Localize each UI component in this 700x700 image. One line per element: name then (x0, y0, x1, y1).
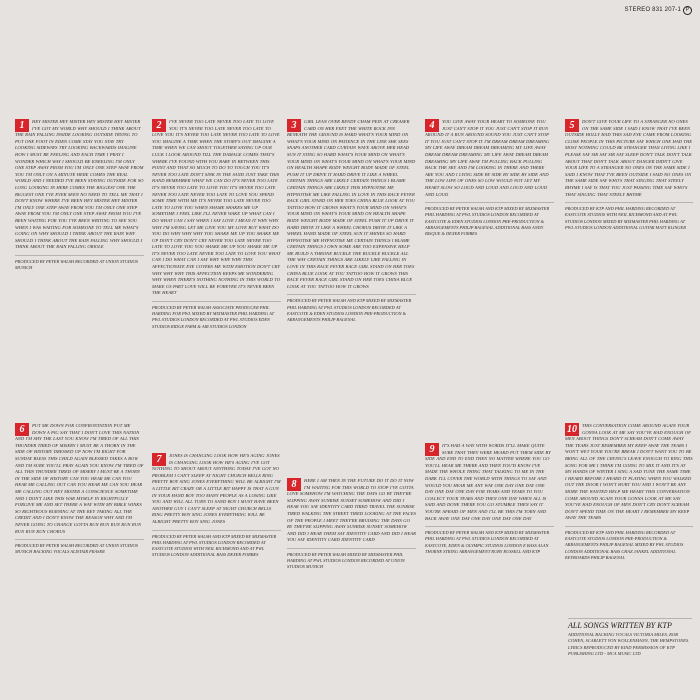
song-number: 8 (287, 478, 301, 491)
song-credits: PRODUCED BY PETER WALSH AND KTP MIXED BY MIXMASTER PHIL HARDING AT PWL STUDIOS LONDON RECORDED AT EASTCOTE STUDIOS WITH NEIL RICHMOND AND AT PWL STUDIOS LONDON ADDITIONAL BASS DEXER FORBES (152, 533, 277, 558)
song-lyrics: THIS CONVERSATION COME AROUND AGAIN YOUR GONNA LOOK AT ME SAY YOU'VE HAD ENOUGH OF MEN ABOUT THINGS DON'T SCREAM DON'T COME AWAY THE TEARS JUST REMEMBER MY KEEP AWAY THE TEARS I WON'T WET YOUR YOU'RE BREAK I DON'T WANT YOU TO BE BRING ALL OF THE CRYING'S LEAVE ENOUGH TO RING THIS SONG FOR ME I THINK I'M GOING TO MIX IT AND IT'S AT MY HANDS OF WINTER I SING A SAD TUNE THE SAME TIME I HEARD BEFORE I HEARD IT PLAYING WHEN YOU WALKED OUT THE DOOR I WON'T HURT YOU AND I WON'T BE ANY MORE THE WANTED HELP ME HEART THIS CONVERSATION COME AROUND AGAIN YOUR GONNA LOOK AT ME SAY YOU'VE HAD ENOUGH OF MEN DON'T CRY DON'T SCREAM DON'T SPEND TIME ON THE HEART I REMEMBER MY KEEP AWAY THE TEARS (565, 423, 693, 521)
song-number: 1 (15, 119, 29, 132)
song-panel-4 (425, 119, 554, 419)
song-panel-9 (425, 443, 554, 623)
song-panel-7 (152, 453, 281, 623)
song-lyrics: YOU GIVE AWAY YOUR HEART TO SOMEONE YOU JUST CAN'T STOP IT YOU JUST CAN'T STOP IT RUN AROUND IT A RUN AROUND SOUND YOU JUST CAN'T STOP IT YOU JUST CAN'T STOP IT I'M DREAM DREAM DREAMING MY LIFE AWAY DREAM DREAM DREAMING MY LIFE AWAY DREAM DREAM DREAMING MY LIFE AWAY DREAM DREAM DREAMING MY LIFE AWAY I'M PULLING BACK PULLING BACK THE SKY AND I'M LOOKING IN THERE AND THERE ARE YOU AND I LYING SIDE BY SIDE BY SIDE BY SIDE AND THE LOW LIFE OF ONES SO LOW WOULD NOT LET MY HEART SLOW SO LOUD AND LOUD AND LOUD AND LOUD AND LOUD (425, 119, 550, 197)
song-lyrics: GIRL LEAN OVER RENDY CHAM PEIN AT CREASER CARD ON HER FEET THE WHITE ROCK INN BENEATH THE GROUND IS HARD WHAT'S YOUR MIND ON WHAT'S YOUR MIND ON PATIENCE IN THE LINE SHE SEES SNAPS ANOTHER CARD CURTAIN WAVE ABOVE HER HEAD SUN IT STING SO HARD WHAT'S YOUR MIND ON WHAT'S YOUR MIND ON WHAT'S YOUR MIND ON WHAT'S YOUR MIND ON HEALTH SHAPE BODY WEIGHT BODY MADE OF STEEL PUSH IT UP DRIVE IT HARD DRIVE IT LIKE A WHEEL CERTAIN THINGS ARE LIKELY CERTAIN THINGS I BLAME CERTAIN THINGS ARE LIKELY THIS HYPNOTISE ME HYPNOTISE ME LIKE FALLING IN LOVE IN THIS RACE FEVER RACE GIRL STAND ON HER TOES CHINA BLUE LOOK AT YOU TATTOO HOW IT GROWS WHAT'S YOUR MIND ON WHAT'S YOUR MIND ON WHAT'S YOUR MIND ON HEALTH SHAPE BODY WEIGHT BODY MADE OF STEEL PUSH IT UP DRIVE IT HARD DRIVE IT LIKE A WHEEL CHORUS DRIVE IT LIKE A WHEEL HAND MADE OF STEEL SUN IT SHINES SO HARD HYPNOTISE ME HYPNOTISE ME CERTAIN THINGS I BLAME CERTAIN THINGS I OWN SOME ARE TOO EXPENSIVE HELP ME BUILD A THRONE BUCKLE THE BUCKLE BUCKLE ALL THE WAY CERTAIN THINGS ARE LIKELY LIKE FALLING IN LOVE IN THIS RACE FEVER RACE GIRL STAND ON HER TOES CHINA BLUE LOOK AT YOU TATTOO HOW IT GROWS THIS RACE FEVER RACE GIRL STAND ON HER TOES CHINA BLUE LOOK AT YOU TATTOO HOW IT GROWS (287, 119, 416, 289)
song-number: 4 (425, 119, 439, 132)
song-credits: PRODUCED BY PETER WALSH RECORDED AT UNION STUDIOS MUNICH (15, 258, 138, 271)
divider (425, 202, 554, 203)
song-lyrics: I'VE NEVER TOO LATE NEVER TOO LATE TO LOVE YOU IT'S NEVER TOO LATE NEVER TOO LATE TO LOVE YOU IT'S NEVER TOO LATE NEVER TOO LATE TO LOVE YOU IMAGINE A TIME WHEN THE STORY'S OUT IMAGINE A TIME WHEN WE CAN SHOUT TOGETHER SAYING UP OUR LUCK I LOOK AROUND TILL THE DAMAGE COMES THAT'S WHERE I'VE FOUND WITH YOU BABY IN BETWEEN THIS POINT AND THAT SO MUCH TO DO TO TOUCH YOU IT'S NEVER TOO LATE DON'T SINK IN THE SAND JUST TAKE THIS HAND REMEMBER WHAT WE CAN DO IT'S NEVER TOO LATE IT'S NEVER TOO LATE TO LOVE YOU IT'S NEVER TOO LATE NEVER TOO LATE NEVER TOO LATE TO LOVE YOU SPEND SOME TIME WITH ME IT'S NEVER TOO LATE NEVER TOO LATE TO LOVE YOU WHEN SHAME SHAKES ME UP SOMETIME I FEEL LIKE I'LL NEVER WAKE UP WHAT CAN I DO WHAT CAN I SAY WHEN I SAY LOVE I MEAN IT WHY WHY WHY I'M SAYING LET ME GIVE YOU MY LOVE BUT WHAT DO YOU DO WHY WHY WHY YOU SHAKE ME UP YOU SHAKE ME UP DON'T CRY DON'T CRY NEVER TOO LATE NEVER TOO LATE TO LOVE YOU YOU SHAKE ME UP YOU SHAKE ME UP IT'S NEVER TOO LATE NEVER TOO LATE TO LOVE YOU WHAT CAN I DO WHAT CAN I SAY WHY WHY WHY THIS AFFECTIONATE EYE COVERS ME WITH EMOTION DON'T CRY WHY WHY WHY THIS AFFECTION KEEPS ME WONDERING WHY WHEN THERE'S NOTHING NOTHING IN THIS WORLD TO MAKE US PART LOVE WILL BE FOREVER IT'S NEVER BEEN THE HEART (152, 119, 281, 296)
song-panel-3 (287, 119, 416, 419)
song-credits: PRODUCED BY KTP AND PHIL HARDING RECORDED AT EASTCOTE STUDIOS LONDON PRE-PRODUCTION & ARRANGEMENTS PHILIP BAGENAL MIXED BY PWL STUDIOS LONDON ADDITIONAL BASS CHAZ JANKEL ADDITIONAL KEYBOARDS PHILIP BAGENAL (565, 529, 684, 560)
phonographic-copyright-symbol: P (683, 6, 692, 15)
song-panel-5 (565, 119, 693, 419)
song-number: 3 (287, 119, 301, 132)
divider (287, 548, 416, 549)
song-lyrics: JONES IS CHANGING LOOK HOW HE'S AGING JONES IS CHANGING LOOK HOW HE'S AGING I'VE GOT NOTHING TO SHOUT ABOUT ANYTHING TODAY I'VE GOT NO PROBLEM I CAN'T SLEEP AT NIGHT CHURCH BELLS RING PRETTY BOY SING JONES EVERYTHING WILL BE ALRIGHT I'M A LITTLE BIT CRAZY OR A LITTLE BIT HAPPY IS THAT A GUN IN YOUR HAND BOY TOO MANY PEOPLE AS A LOSING LIKE YOU AND WILL ALL TURN TO SAND BOY I MUST HAVE BEEN ANOTHER GUY I CAN'T SLEEP AT NIGHT CHURCH BELLS RING PRETTY BOY SING JONES EVERYTHING WILL BE ALRIGHT PRETTY BOY SING JONES (152, 453, 281, 524)
song-lyrics: DON'T GIVE YOUR LIFE TO A STRANGER NO ONES ON THE SAME SIDE I SAID I KNOW THAT I'VE BEEN OUTSIDE HOLLY HAD THIS SAD EYE CAME FROM LOOKING CLOSE PEOPLE IN THIS PICTURE SAY WHICH ONE HAD THE MOST NOTHING COULD BE STRANGER THAN LIVING LIKE I PLEASE SAY SIR SAY SIR SAY SLEEP DON'T TALK DON'T TALK ABOUT THAT DON'T TALK ABOUT DANGER DIDN'T GIVE YOUR LIFE TO A STRANGER NO ONES ON THE SAME SIDE I SAID I KNOW THAT I'VE BEEN OUTSIDE I SAID NO ONES ON THE SAME SIDE SAY WHO'S THAT SINGING THAT STEELY RHYME I SAY IS THAT YOU JUST PASSING TIME SAY WHO'S THAT SINGING THAT STEELY RHYME (565, 119, 693, 197)
divider (425, 526, 554, 527)
song-panel-6 (15, 423, 144, 623)
song-panel-2 (152, 119, 281, 419)
song-panel-10 (565, 423, 693, 611)
divider (287, 294, 416, 295)
song-credits: PRODUCED BY PETER WALSH AND KTP MIXED BY MIXMASTER PHIL HARDING AT PWL STUDIOS LONDON RECORDED AT EASTCOTE, EDEN & OLYMPIC STUDIOS LONDON E BASS ALAN THORNE STRING ARRANGEMENT RUBY RUSSELL AND KTP (425, 530, 550, 554)
song-credits: PRODUCED BY PETER WALSH AND KTP MIXED BY MIXMASTER PHIL HARDING AT PWL STUDIOS LONDON RECORDED AT EASTCOTE & EDEN STUDIOS LONDON PRE-PRODUCTION & ARRANGEMENTS PHILIP BAGENAL ADDITIONAL BASS ANDY BISQUE & DEXER FORBES (425, 206, 550, 236)
song-lyrics: PUT ME DOWN FOR CONFRONTATION PUT ME DOWN A PIG SAY THAT I DON'T LOVE THIS NATION AND I'M SHY THE LAST YOU KNOW I'M TIRED OF ALL THIS THUNDER TIRED OF MISERY I MUST BE A THORN IN THE SIDE OF HISTORY DRESSED UP NOW I'M RIGHT FOR SUNDAY BLESS THIS CHILD AGAIN BLESSED TAKES A BOW AND I'M SURE YOU'LL PRAY AGAIN YOU KNOW I'M TIRED OF ALL THIS THUNDER TIRED OF MISERY I MUST BE A THORN IN THE SIDE OF HISTORY CAN YOU HEAR ME CAN YOU HEAR ME CALLING OUT CAN YOU HEAR ME CAN YOU HEAR ME CALLING OUT HEY MISTER A CONSCIENCE SOMETIME AND I DON'T LIKE THIS WAR MYSELF IN RIGHTFULLY FORGIVE ME AND SET THERE A WAY WITH MY BIBLE WINKS SO RIGHTEOUS BURNING AT THE KEY TAKING ALL THE CREDIT AND I DON'T KNOW THE REASON WHY AND I'M NEVER GOING TO CHANGE GOTTA RUN RUN RUN RUN RUN RUN RUN RUN CHORUS (15, 423, 144, 534)
song-number: 6 (15, 423, 29, 436)
song-lyrics: HEY MISTER HEY MISTER HEY MISTER HEY MISTER I'VE GOT MY WORLD WHY SHOULD I THINK ABOUT THE RAIN FALLING INSIDE LOOKING OUTSIDE TRYING TO PUT ONE FOOT IN EDEN COME STAY YOU STAY TRY LOOKING SIDEWAYS TRY LOOKING BACKWARDS IMAGINE HOW I MUST BE FEELING AND EACH TIME I PRAY I WONDER WHICH WAY I SHOULD BE KNEELING I'M ONLY ONE STEP AWAY FROM YOU I'M ONLY ONE STEP AWAY FROM YOU I'M ONLY ON A MINUTE HERE COMES THE REAL WORLD AND I NEEDED I'VE BEEN STAYING OUTSIDE FOR SO LONG LOOKING IN HERE COMES THE BIGGEST ONE THE BIGGEST ONE I'VE EVER SEEN NO NEED TO TELL ME THAT I DON'T KNOW WHERE I'VE BEEN HEY MISTER HEY MISTER I'M ONLY ONE STEP AWAY FROM YOU I'M ONLY ONE STEP AWAY FROM YOU I'M ONLY ONE STEP AWAY FROM YOU I'VE BEEN WAITING FOR YOU I'VE BEEN WRITING TO SEE YOU WHEN I WAS WAITING FOR SOMEONE TO TELL ME WHAT'S GOING ON WHY SHOULD I THINK ABOUT THE RAIN WHY SHOULD I THINK ABOUT THE RAIN FALLING WHY SHOULD I THINK ABOUT THE RAIN FALLING ORIOLE (15, 119, 144, 250)
song-panel-8 (287, 478, 416, 623)
song-number: 7 (152, 453, 166, 466)
divider (565, 526, 693, 527)
song-lyrics: HERE I AM THEN IN THE FUTURE DO IT DO IT NOW I'M WAITING FOR THIS WORLD TO STOP I'VE GOTTA LOVE SOMEHOW I'M WATCHING THE DAYS GO BY THEY'RE SLIPPING AWAY SUNRISE SUNSET SOMEHOW AND DID I HEAR YOU SAY IDENTITY CARD TIRED TRAVEL THE SUNRISE TIRED WALKING THE STREET TIRED LOOKING AT THE FACES OF THE PEOPLE I MEET THEY'RE BRUISING THE DAYS GO BY THEY'RE SLIPPING AWAY SUNRISE SUNSET SOMEHOW AND DID I HEAR THEM SAY IDENTITY CARD AND DID I HEAR YOU SAY IDENTITY CARD IDENTITY CARD (287, 478, 416, 543)
song-credits: PRODUCED BY KTP AND PHIL HARDING RECORDED AT EASTCOTE STUDIOS WITH NEIL RICHMOND AND AT PWL STUDIOS LONDON MIXED BY MIXMASTER PHIL HARDING AT PWL STUDIOS LONDON ADDITIONAL GUITAR MATT KLINGER (565, 206, 686, 230)
song-credits: PRODUCED BY PETER WALSH ASSOCIATE PRODUCER PHIL HARDING FOR PWL MIXED BY MIXMASTER PHIL HARDING AT PWL STUDIOS LONDON RECORDED AT PWL STUDIOS EDEN STUDIOS RIDGE FARM & AIR STUDIOS LONDON (152, 305, 274, 329)
divider (15, 539, 144, 540)
divider (568, 618, 692, 619)
divider (152, 301, 281, 302)
divider (152, 530, 281, 531)
song-panel-1 (15, 119, 144, 419)
additional-credits: ADDITIONAL BACKING VOCALS VICTORIA MILES, ROB COHEN, SCARLETT VON WOLLENMANN, THE HEMPSTONES. LYRICS REPRODUCED BY KIND PERMISSION OF KTP PUBLISHING LTD - MCA MUSIC LTD (568, 632, 690, 657)
song-number: 5 (565, 119, 579, 132)
catalog-number (624, 6, 692, 15)
stereo-label: STEREO 831 207-1 (624, 7, 681, 13)
song-credits: PRODUCED BY PETER WALSH MIXED BY MIXMASTER PHIL HARDING AT PWL STUDIOS LONDON RECORDED AT UNION STUDIOS MUNICH (287, 551, 405, 570)
divider (565, 202, 693, 203)
songwriter-credits (568, 618, 692, 658)
song-credits: PRODUCED BY PETER WALSH AND KTP MIXED BY MIXMASTER PHIL HARDING AT PWL STUDIOS LONDON RECORDED AT EASTCOTE & EDEN STUDIOS LONDON PRE-PRODUCTION & ARRANGEMENTS PHILIP BAGENAL (287, 298, 412, 323)
song-credits: PRODUCED BY PETER WALSH RECORDED AT UNION STUDIOS MUNICH BACKING VOCALS ALISTAIR FRASER (15, 543, 138, 555)
song-number: 10 (567, 424, 577, 435)
song-number: 2 (152, 119, 166, 132)
song-number: 9 (425, 443, 439, 456)
divider (15, 255, 144, 256)
songwriter-title: ALL SONGS WRITTEN BY KTP (568, 621, 672, 630)
song-lyrics: IT'S HAD A WAY WITH WORDS IT'LL MAKE QUITE SURE THAT THEY WERE HEARD PUT THEM SIDE BY SIDE AND END TO END THEN NO MATTER WHERE YOU GO YOU'LL HEAR ME THERE AND THEN YOU'D KNOW I'VE MADE THE WHOLE THING THAT TALKING TO ME IN THE DARK I'LL COVER THE WORLD WITH THINGS TO SAY AND WOULD YOU HEAR ME ANY WAY ONE DAY ONE DAY ONE DAY ONE DAY ONE DAY FOR YEARS AND YEARS TO YOU COLLECT YOUR TEARS AND THEN ONE DAY WHEN ALL IS SAID AND DONE THERE YOU GO STUMBLE THEN SAY IT YOU'RE AFRAID OF MEN AND I'LL BE THIS I'M TORN AND BACK AWAY ONE DAY ONE DAY ONE DAY ONE DAY (425, 443, 551, 521)
